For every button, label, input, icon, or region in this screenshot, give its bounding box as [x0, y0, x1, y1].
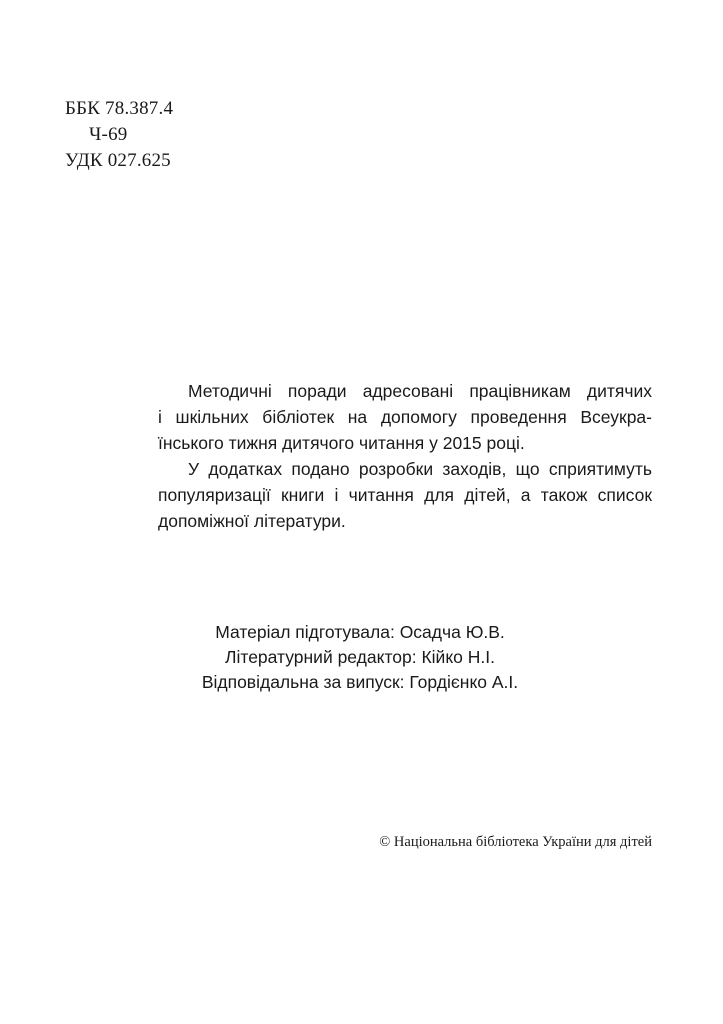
abstract-line: і шкільних бібліотек на допомогу проведення Всеукра-: [158, 407, 652, 427]
abstract-paragraph-2: [158, 456, 652, 534]
copyright-notice: © Національна бібліотека України для дітей: [379, 834, 652, 850]
abstract-line: популяризації книги і читання для дітей, а також список: [158, 485, 652, 505]
udk-code: УДК 027.625: [65, 150, 171, 171]
abstract-line: допоміжної літератури.: [158, 511, 346, 531]
abstract-block: [158, 378, 652, 534]
credit-literary-editor: Літературний редактор: Кійко Н.І.: [225, 647, 495, 667]
abstract-line: їнського тижня дитячого читання у 2015 році.: [158, 433, 525, 453]
credit-prepared-by: Матеріал підготувала: Осадча Ю.В.: [215, 622, 505, 642]
abstract-paragraph-1: [158, 378, 652, 456]
bbk-code: ББК 78.387.4: [65, 98, 174, 119]
credit-responsible: Відповідальна за випуск: Гордієнко А.І.: [201, 672, 519, 692]
classification-block: [65, 96, 173, 174]
abstract-line: Методичні поради адресовані працівникам дитячих: [188, 381, 652, 401]
abstract-line: У додатках подано розробки заходів, що сприятимуть: [188, 459, 652, 479]
credits-block: [100, 620, 620, 695]
author-mark: Ч-69: [89, 124, 128, 145]
